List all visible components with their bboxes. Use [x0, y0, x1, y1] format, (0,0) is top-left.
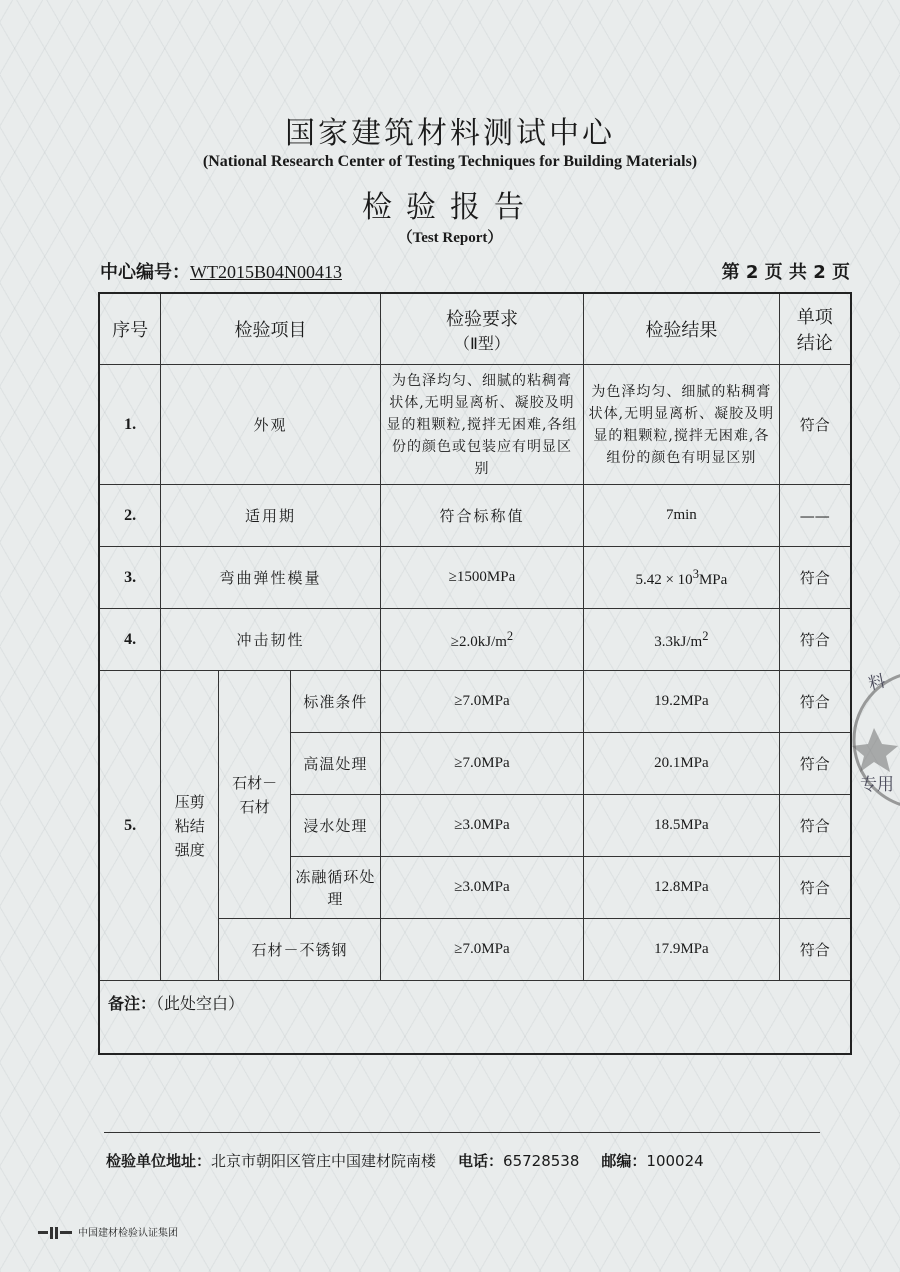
header-requirement-type: （Ⅱ型）	[454, 333, 510, 353]
row-requirement: ≥3.0MPa	[380, 857, 583, 919]
center-number-label: 中心编号：	[100, 262, 190, 283]
row5-condition: 石材－不锈钢	[219, 919, 381, 981]
row-conclusion: 符合	[779, 365, 851, 485]
row-conclusion: 符合	[779, 733, 851, 795]
row-result: 为色泽均匀、细腻的粘稠膏状体,无明显离析、凝胶及明显的粗颗粒,搅拌无困难,各组份的颜色有明显区别	[584, 365, 779, 485]
header-requirement	[380, 293, 583, 365]
row-requirement: ≥1500MPa	[380, 547, 583, 609]
group-name: 中国建材检验认证集团	[78, 1228, 178, 1239]
row-item: 弯曲弹性模量	[161, 547, 380, 609]
row-result: 18.5MPa	[584, 795, 779, 857]
row-result-value: 3.3kJ/m	[654, 633, 703, 650]
row-requirement-exponent: 2	[506, 628, 514, 643]
row-result	[584, 547, 779, 609]
row5-condition: 高温处理	[291, 733, 381, 795]
table-row	[99, 485, 851, 547]
row-conclusion: 符合	[779, 857, 851, 919]
row-item: 冲击韧性	[161, 609, 380, 671]
row-result: 7min	[584, 485, 779, 547]
report-title-en: （Test Report）	[397, 230, 503, 246]
row-seq: 3.	[99, 547, 161, 609]
row-result-base: 5.42 × 10	[635, 571, 693, 588]
row-result: 20.1MPa	[584, 733, 779, 795]
group-logo-icon	[38, 1225, 72, 1239]
row-seq: 4.	[99, 609, 161, 671]
center-number-value: WT2015B04N00413	[190, 262, 342, 282]
table-row	[99, 547, 851, 609]
phone-value: 65728538	[503, 1152, 580, 1170]
row-seq: 2.	[99, 485, 161, 547]
row-requirement: 符合标称值	[380, 485, 583, 547]
report-title-cn: 检验报告	[362, 190, 538, 225]
row-result	[584, 609, 779, 671]
postcode-label: 邮编：	[601, 1152, 647, 1170]
row-requirement: ≥7.0MPa	[380, 733, 583, 795]
row-result-exponent: 3	[692, 566, 699, 581]
table-row	[99, 609, 851, 671]
table-header-row	[99, 293, 851, 365]
phone-label: 电话：	[458, 1152, 504, 1170]
center-number	[100, 258, 342, 284]
center-title-cn: 国家建筑材料测试中心	[285, 116, 615, 151]
header-item: 检验项目	[161, 293, 380, 365]
remark-value: （此处空白）	[156, 994, 245, 1013]
table-row	[99, 671, 851, 733]
header-requirement-label: 检验要求	[445, 308, 518, 330]
footer-divider	[104, 1132, 820, 1133]
row-result: 19.2MPa	[584, 671, 779, 733]
remark-label: 备注：	[108, 994, 157, 1013]
row-result: 12.8MPa	[584, 857, 779, 919]
postcode-value: 100024	[646, 1152, 704, 1170]
row-result: 17.9MPa	[584, 919, 779, 981]
row-conclusion: 符合	[779, 547, 851, 609]
header-result: 检验结果	[584, 293, 779, 365]
row-seq: 5.	[99, 671, 161, 981]
header-conclusion-line2: 结论	[796, 333, 833, 354]
row-seq: 1.	[99, 365, 161, 485]
footer-address	[106, 1150, 704, 1171]
row-conclusion: 符合	[779, 671, 851, 733]
row-result-unit: MPa	[698, 571, 728, 588]
address-value: 北京市朝阳区管庄中国建材院南楼	[211, 1152, 437, 1170]
address-label: 检验单位地址：	[106, 1152, 212, 1170]
table-row	[99, 365, 851, 485]
row5-condition: 标准条件	[291, 671, 381, 733]
row-requirement: ≥7.0MPa	[380, 919, 583, 981]
row5-group: 压剪粘结强度	[161, 671, 219, 981]
row-conclusion: 符合	[779, 795, 851, 857]
row-requirement: ≥3.0MPa	[380, 795, 583, 857]
row5-condition: 冻融循环处理	[291, 857, 381, 919]
row-conclusion: ——	[779, 485, 851, 547]
row-requirement: ≥7.0MPa	[380, 671, 583, 733]
stamp-text: 专用	[860, 775, 894, 795]
header-seq: 序号	[99, 293, 161, 365]
header-conclusion	[779, 293, 851, 365]
stamp-text: 料	[866, 671, 888, 695]
row-requirement	[380, 609, 583, 671]
remark-row	[99, 981, 851, 1055]
row-item: 外观	[161, 365, 380, 485]
group-brand	[38, 1224, 178, 1239]
row5-condition: 浸水处理	[291, 795, 381, 857]
row-item: 适用期	[161, 485, 380, 547]
row-conclusion: 符合	[779, 609, 851, 671]
row5-subgroup: 石材－石材	[219, 671, 291, 919]
center-title-en: (National Research Center of Testing Techniques for Building Materials)	[202, 153, 698, 170]
page-info: 第 2 页 共 2 页	[721, 262, 850, 283]
remark-cell	[99, 981, 851, 1055]
row-conclusion: 符合	[779, 919, 851, 981]
row-requirement: 为色泽均匀、细腻的粘稠膏状体,无明显离析、凝胶及明显的粗颗粒,搅拌无困难,各组份的颜色或包装应有明显区别	[380, 365, 583, 485]
row-result-exponent: 2	[702, 628, 709, 643]
header-conclusion-line1: 单项	[796, 307, 833, 328]
row-requirement-value: ≥2.0kJ/m	[450, 633, 507, 650]
test-results-table	[98, 292, 852, 1055]
